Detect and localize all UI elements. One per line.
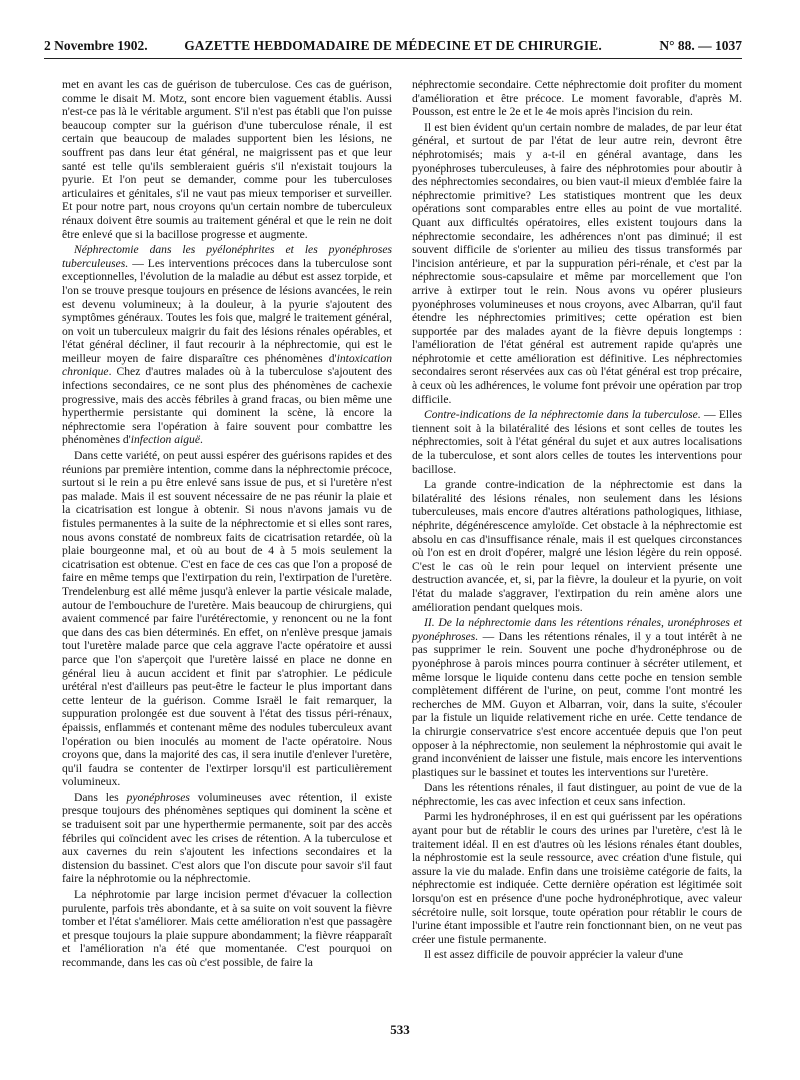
- paragraph: Néphrectomie dans les pyélonéphrites et les pyonéphroses tuberculeuses. — Les interventions précoces dans la tuberculose sont exceptionnelles, l'évolution de la maladie au début est assez torpide, et l'on se trouve presque toujours en présence de lésions avancées, le rein est devenu volumineux; à la douleur, à la pyurie s'ajoutent des symptômes généraux. Toutes les fois que, malgré le traitement général, on voit un tuberculeux maigrir du fait des lésions rénales opérables, et l'état général décliner, il faut recourir à la néphrectomie, qui est le meilleur moyen de faire disparaître ces phénomènes d'intoxication chronique. Chez d'autres malades où à la tuberculose s'ajoutent des infections secondaires, ce ne sont plus des phénomènes de cachexie progressive, mais des accès fébriles à grand fracas, ou bien même une hyperthermie persistante qui dominent la scène, là encore la néphrectomie sera l'opération à faire souvent pour combattre les phénomènes d'infection aiguë.: [62, 243, 392, 447]
- paragraph: Il est bien évident qu'un certain nombre de malades, de par leur état général, et surtout de par l'état de leur autre rein, devront être néphrotomisés; mais y a-t-il en général avantage, dans les pyonéphroses tuberculeuses, à faire des néphrotomies pour aboutir à des néphrectomies secondaires, ou bien vaut-il mieux d'emblée faire la néphrectomie primitive? Les statistiques montrent que les deux opérations sont comparables entre elles au point de vue mortalité. Quant aux difficultés opératoires, elles existent toujours dans la néphrectomie secondaire, les adhérences n'ont pas diminué; il est souvent difficile de s'orienter au milieu des tissus transformés par l'incision antérieure, et par la suppuration péri-rénale, et c'est par la néphrectomie sous-capsulaire et même par morcellement que l'on arrive à extirper tout le rein. Nous avons vu opérer plusieurs pyonéphroses volumineuses et nous croyons, avec Albarran, qu'il faut étendre les néphrectomies primitives; cette opération est bien supportée par des malades ayant de la fièvre depuis longtemps : l'amélioration de l'état général est autrement rapide qu'après une néphrotomie et cette amélioration est définitive. Les néphrectomies secondaires seront réservées aux cas où l'état général est trop précaire, à ceux où les adhérences, le volume font prévoir une opération par trop difficile.: [412, 120, 742, 406]
- paragraph: Dans les pyonéphroses volumineuses avec rétention, il existe presque toujours des phénomènes septiques qui dominent la scène et se traduisent soit par une hyperthermie permanente, soit par des accès fébriles qui coïncident avec les crises de rétention. A la tuberculose et aux cavernes du rein s'ajoutent les infections secondaires et la distension du bassinet. C'est alors que l'on discute pour savoir s'il faut faire la néphrotomie ou la néphrectomie.: [62, 790, 392, 886]
- section-heading: II. De la néphrectomie dans les rétentions rénales, uronéphroses et pyonéphroses.: [412, 616, 742, 643]
- page-number: 533: [390, 1022, 410, 1037]
- journal-title: GAZETTE HEBDOMADAIRE DE MÉDECINE ET DE CHIRURGIE.: [184, 38, 602, 53]
- section-heading: Contre-indications de la néphrectomie dans la tuberculose.: [424, 408, 701, 422]
- paragraph: néphrectomie secondaire. Cette néphrectomie doit profiter du moment d'amélioration et être précoce. Le moment favorable, d'après M. Pousson, est entre le 2e et le 4e mois après l'incision du rein.: [412, 78, 742, 119]
- left-column: [62, 78, 392, 972]
- paragraph: Il est assez difficile de pouvoir apprécier la valeur d'une: [424, 948, 684, 962]
- section-heading: Néphrectomie dans les pyélonéphrites et les pyonéphroses tuberculeuses.: [62, 243, 392, 270]
- paragraph: II. De la néphrectomie dans les rétentions rénales, uronéphroses et pyonéphroses. — Dans les rétentions rénales, il y a tout intérêt à ne pas supprimer le rein. Souvent une poche d'hydronéphrose ou de pyonéphrose à parois minces pourra continuer à sécréter utilement, et même lorsque le liquide contenu dans cette poche en tension semble complètement différent de l'urine, on peut, comme l'ont montré les recherches de MM. Guyon et Albarran, voir, dans la suite, s'écouler par la fistule un liquide relativement riche en urée. Cette tendance de la chirurgie conservatrice s'est encore accentuée depuis que l'on peut opposer à la néphrectomie, non seulement la néphrostomie qui avait le grand inconvénient de laisser une fistule, mais encore les interventions plastiques sur le bassinet et toutes les interventions sur l'uretère.: [412, 616, 742, 779]
- header-date: 2 Novembre 1902.: [44, 38, 148, 53]
- paragraph: Contre-indications de la néphrectomie dans la tuberculose. — Elles tiennent soit à la bilatéralité des lésions et sont celles de toutes les néphrectomies, soit à l'état général du sujet et aux autres localisations de la tuberculose, et sont alors celles de toutes les interventions pour bacillose.: [412, 408, 742, 476]
- paragraph: La néphrotomie par large incision permet d'évacuer la collection purulente, parfois très abondante, et à sa suite on voit souvent la fièvre tomber et l'état s'améliorer. Mais cette amélioration n'est que passagère et presque toujours la plaie suppure abondamment; la fièvre réapparaît et l'amélioration n'a été que momentanée. C'est pourquoi on recommande, dans les cas où c'est possible, de faire la: [62, 888, 392, 969]
- right-column: [412, 78, 742, 964]
- paragraph: Dans les rétentions rénales, il faut distinguer, au point de vue de la néphrectomie, les cas avec infection et ceux sans infection.: [412, 781, 742, 808]
- running-header: [44, 38, 742, 56]
- paragraph: Dans cette variété, on peut aussi espérer des guérisons rapides et des réunions par première intention, comme dans la néphrectomie précoce, surtout si le rein a pu être enlevé sans issue de pus, et si l'uretère n'est pas malade. Mais il est souvent nécessaire de ne pas réunir la plaie et la cicatrisation est longue à obtenir. Si nous n'avons jamais vu de fistules permanentes à la suite de la néphrectomie et si elles sont rares, nous avons constaté de nombreux faits de cicatrisation retardée, où la plaie bourgeonne mal, et où au bout de 4 à 5 mois seulement la cicatrisation est obtenue. C'est en face de ces cas que l'on a proposé de faire en même temps que l'extirpation du rein, l'extirpation de l'uretère. Trendelenburg est allé même jusqu'à enlever la partie vésicale malade, autour de l'embouchure de l'uretère. Mais beaucoup de chirurgiens, qui avaient commencé par faire l'urétérectomie, y renoncent ou ne la font que dans des cas bien déterminés. En effet, on n'enlève presque jamais tout l'uretère malade parce que cela aggrave l'acte opératoire et aussi parce que l'on s'aperçoit que l'uretère laissé en place ne donne en général lieu à aucun accident et finit par s'atrophier. Le pédicule urétéral n'est d'ailleurs pas peut-être le facteur le plus important dans cette lenteur de la guérison. Comme Israël le fait remarquer, la suppuration prolongée est due souvent à l'état des tissus péri-rénaux, épaissis, enflammés et contenant même des nodules tuberculeux avant l'opération ou bien inoculés au moment de l'acte opératoire. Nous croyons que, dans la majorité des cas, il sera inutile d'enlever l'uretère, qu'il faudra se contenter de l'extirper lorsqu'il est particulièrement volumineux.: [62, 449, 392, 789]
- paragraph: Parmi les hydronéphroses, il en est qui guérissent par les opérations ayant pour but de rétablir le cours des urines par l'uretère, c'est là le traitement idéal. Il en est d'autres où les lésions rénales étant doubles, la néphrostomie est la seule ressource, avec création d'une fistule, qui assure la vie du malade. Enfin dans une troisième catégorie de faits, la néphrectomie est indiquée. Cette dernière opération est légitimée soit lorsqu'on est en présence d'une poche hydronéphrotique, avec valeur sécrétoire nulle, soit lorsque, toute opération pour rétablir le cours de l'urine étant impossible et l'autre rein fonctionnant bien, on ne veut pas créer une fistule permanente.: [412, 810, 742, 946]
- header-rule: [44, 58, 742, 59]
- paragraph: La grande contre-indication de la néphrectomie est dans la bilatéralité des lésions rénales, non seulement dans les lésions tuberculeuses, mais encore d'autres altérations pathologiques, lithiase, néphrite, dégénérescence amyloïde. Cet obstacle à la néphrectomie est absolu en cas d'insuffisance rénale, mais il est quelques circonstances où l'on est en droit d'opérer, malgré une lésion légère du rein opposé. C'est le cas où le rein pour lequel on intervient présente une destruction avancée, et, si, par la fièvre, la douleur et la pyurie, on voit l'état du malade s'aggraver, l'extirpation du rein amène alors une amélioration pendant quelques mois.: [412, 478, 742, 614]
- issue-number: N° 88. — 1037: [659, 38, 742, 53]
- paragraph: met en avant les cas de guérison de tuberculose. Ces cas de guérison, comme le disait M. Motz, sont encore bien vaguement établis. Aussi n'est-ce pas là le véritable argument. S'il n'est pas établi que l'on puisse beaucoup compter sur la guérison d'une tuberculose rénale, il est certain que beaucoup de malades supportent bien les lésions, ne souffrent pas dans leur état général, ne maigrissent pas et que leur santé est telle qu'ils sembleraient guéris s'il n'existait toujours la pyurie. Et l'on peut se demander, comme pour les tuberculoses articulaires et génitales, s'il ne vaut pas mieux temporiser et surveiller. Et pour notre part, nous croyons qu'un certain nombre de tuberculeux rénaux doivent être soumis au traitement général et que le rein ne doit être enlevé que si la bacillose progresse et augmente.: [62, 78, 392, 241]
